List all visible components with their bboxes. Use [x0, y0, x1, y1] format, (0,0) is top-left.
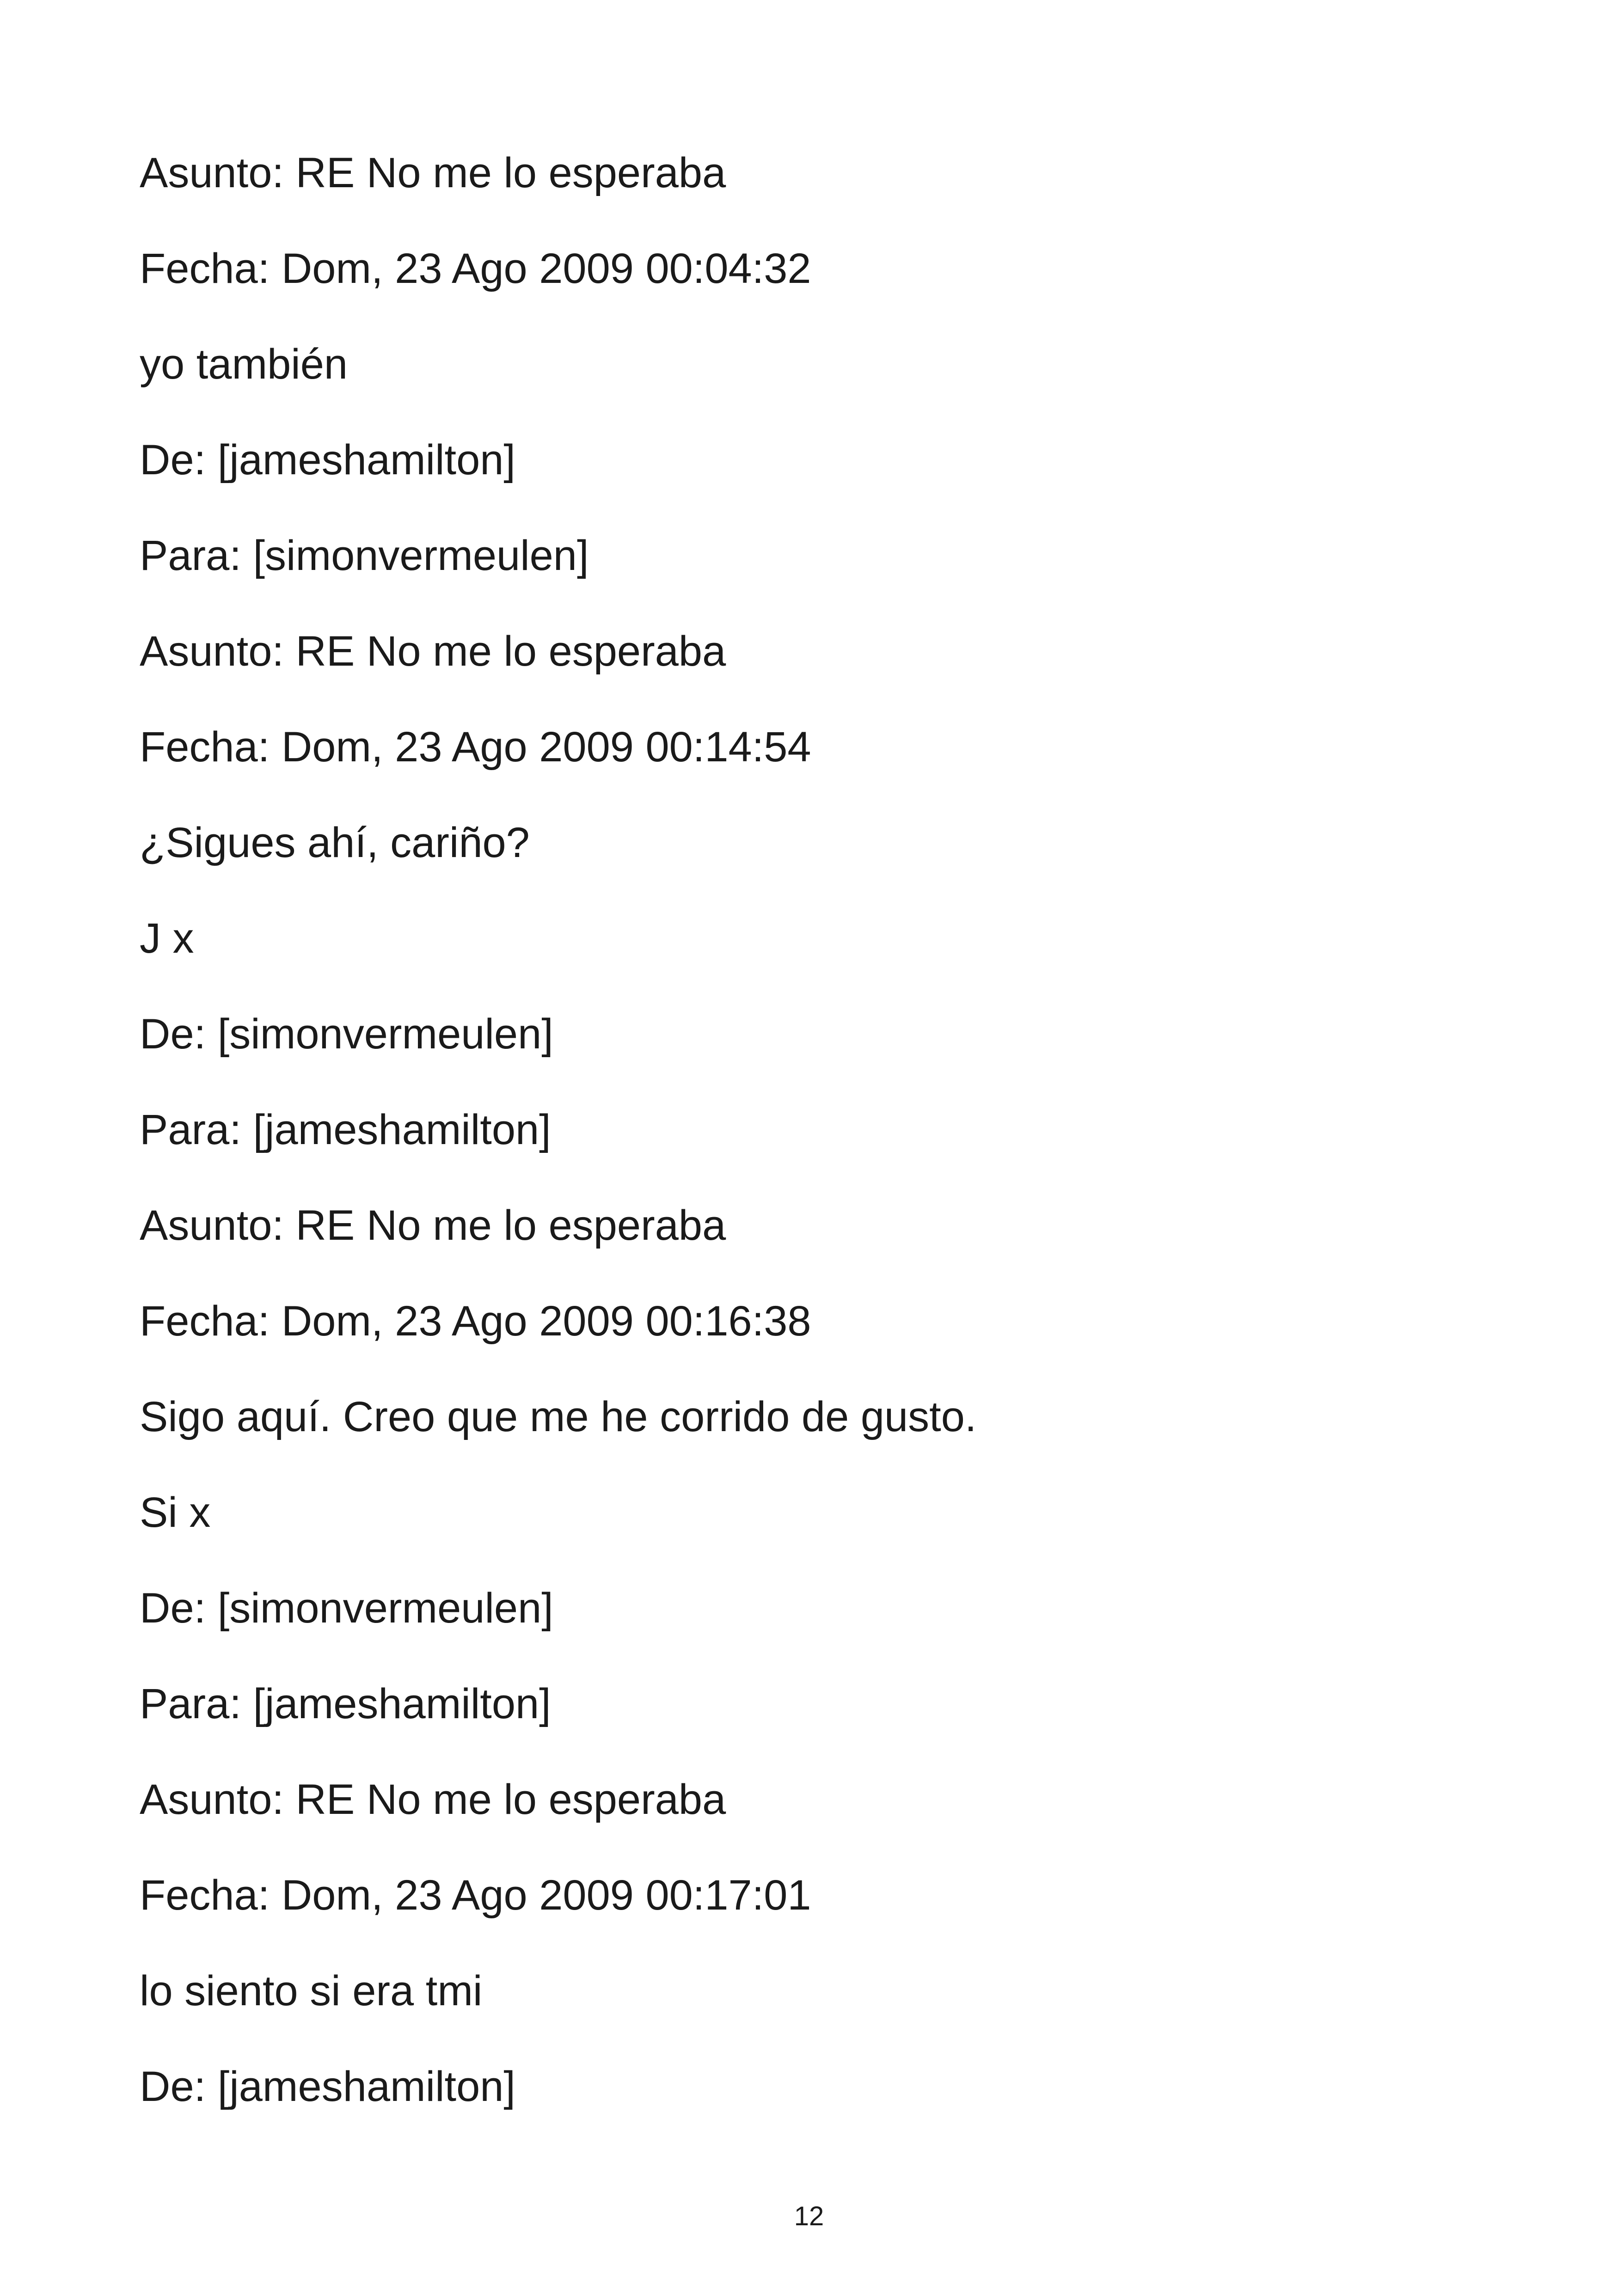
text-line: Fecha: Dom, 23 Ago 2009 00:14:54 [140, 723, 811, 771]
text-line: Asunto: RE No me lo esperaba [140, 1202, 726, 1249]
page-number: 12 [794, 2201, 824, 2231]
text-line: Para: [simonvermeulen] [140, 532, 589, 579]
text-line: Asunto: RE No me lo esperaba [140, 149, 726, 196]
email-thread-text [140, 139, 1526, 2148]
text-line: De: [simonvermeulen] [140, 1585, 553, 1632]
text-line: De: [jameshamilton] [140, 436, 515, 484]
text-line: Fecha: Dom, 23 Ago 2009 00:16:38 [140, 1298, 811, 1345]
text-line: Fecha: Dom, 23 Ago 2009 00:04:32 [140, 245, 811, 292]
text-line: ¿Sigues ahí, cariño? [140, 819, 530, 866]
text-line: Si x [140, 1489, 211, 1536]
text-line: Para: [jameshamilton] [140, 1106, 551, 1153]
text-line: Asunto: RE No me lo esperaba [140, 628, 726, 675]
text-line: lo siento si era tmi [140, 1967, 483, 2014]
text-line: J x [140, 915, 194, 962]
text-line: De: [jameshamilton] [140, 2063, 515, 2110]
text-line: De: [simonvermeulen] [140, 1010, 553, 1058]
text-line: yo también [140, 341, 348, 388]
text-line: Sigo aquí. Creo que me he corrido de gusto. [140, 1393, 977, 1440]
text-line: Asunto: RE No me lo esperaba [140, 1776, 726, 1823]
text-line: Fecha: Dom, 23 Ago 2009 00:17:01 [140, 1872, 811, 1919]
text-line: Para: [jameshamilton] [140, 1680, 551, 1727]
